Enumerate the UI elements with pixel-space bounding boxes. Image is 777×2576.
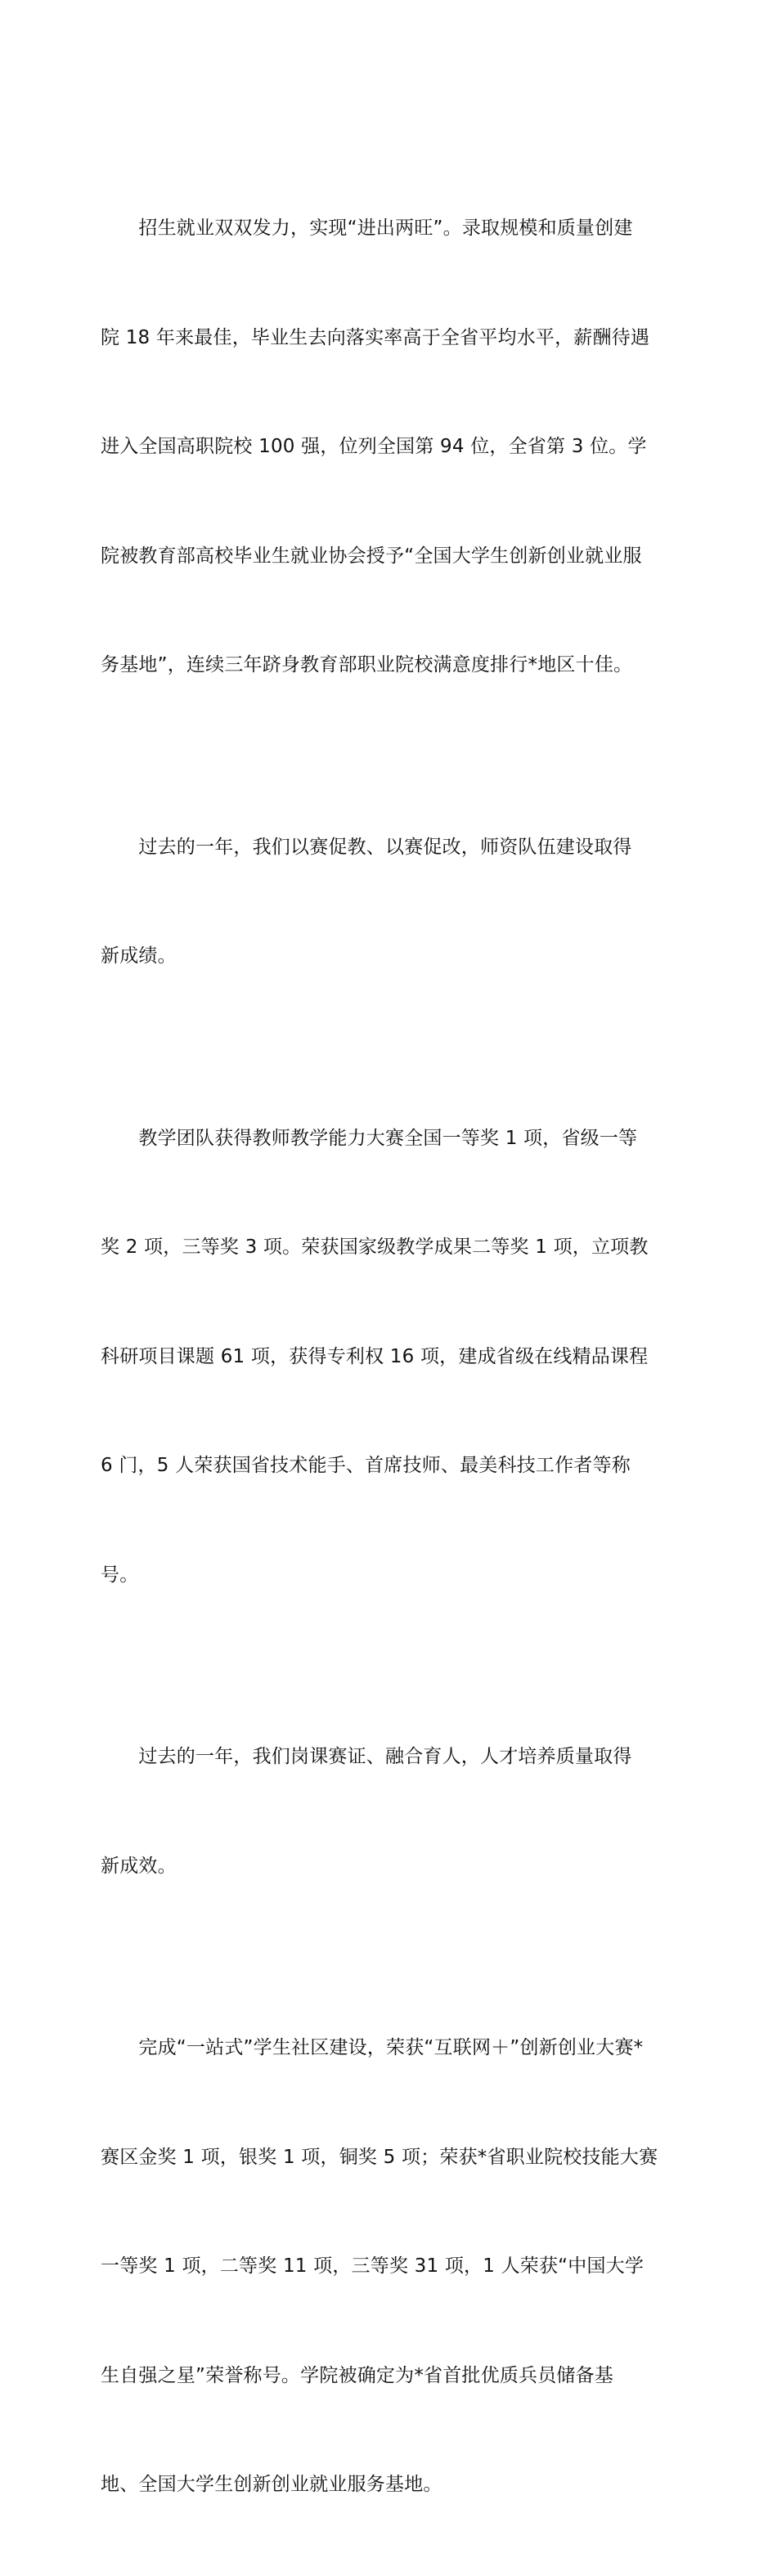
text-line: 一等奖 1 项，二等奖 11 项，三等奖 31 项，1 人荣获“中国大学 [101, 2255, 645, 2277]
paragraph-faculty-achievements [101, 1048, 688, 1667]
text-line: 院被教育部高校毕业生就业协会授予“全国大学生创新创业就业服 [101, 545, 642, 567]
text-line: 生自强之星”荣誉称号。学院被确定为*省首批优质兵员储备基 [101, 2364, 614, 2386]
text-line: 过去的一年，我们岗课赛证、融合育人，人才培养质量取得 [101, 1746, 632, 1767]
text-line: 科研项目课题 61 项，获得专利权 16 项，建成省级在线精品课程 [101, 1345, 649, 1367]
text-line: 务基地”，连续三年跻身教育部职业院校满意度排行*地区十佳。 [101, 654, 633, 675]
text-line: 招生就业双双发力，实现“进出两旺”。录取规模和质量创建 [101, 218, 633, 239]
text-line: 赛区金奖 1 项，银奖 1 项，铜奖 5 项；荣获*省职业院校技能大赛 [101, 2146, 658, 2168]
document-page [101, 137, 688, 2576]
text-line: 新成效。 [101, 1855, 177, 1877]
text-line: 完成“一站式”学生社区建设，荣获“互联网＋”创新创业大赛* [101, 2037, 644, 2058]
text-line: 过去的一年，我们以赛促教、以赛促改，师资队伍建设取得 [101, 836, 632, 858]
paragraph-talent-heading [101, 1666, 688, 1957]
text-line: 6 门，5 人荣获国省技术能手、首席技师、最美科技工作者等称 [101, 1455, 631, 1476]
text-line: 新成绩。 [101, 945, 177, 967]
paragraph-faculty-heading [101, 756, 688, 1048]
paragraph-enrollment-employment [101, 137, 688, 756]
text-line: 教学团队获得教师教学能力大赛全国一等奖 1 项，省级一等 [101, 1127, 638, 1149]
text-line: 号。 [101, 1564, 139, 1586]
text-line: 地、全国大学生创新创业就业服务基地。 [101, 2474, 442, 2495]
paragraph-talent-achievements [101, 1957, 688, 2576]
text-line: 进入全国高职院校 100 强，位列全国第 94 位，全省第 3 位。学 [101, 436, 647, 457]
text-line: 奖 2 项，三等奖 3 项。荣获国家级教学成果二等奖 1 项，立项教 [101, 1236, 649, 1258]
text-line: 院 18 年来最佳，毕业生去向落实率高于全省平均水平，薪酬待遇 [101, 326, 650, 348]
